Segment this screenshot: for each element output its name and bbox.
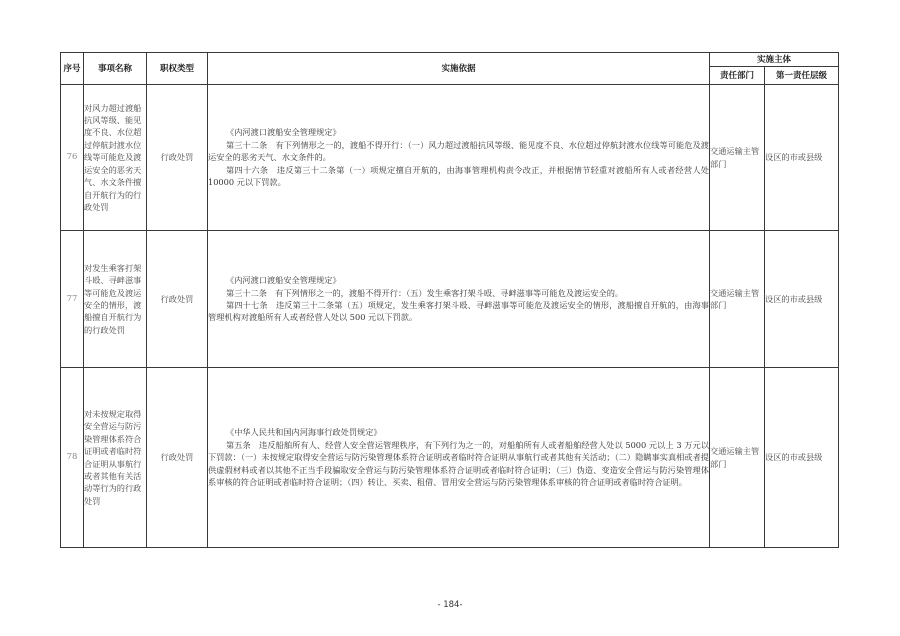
row-seq: 76	[61, 85, 84, 231]
table-row	[61, 368, 839, 548]
header-level: 第一责任层级	[765, 67, 839, 85]
row-basis	[208, 85, 710, 231]
row-level: 设区的市或县级	[765, 85, 839, 231]
row-dept: 交通运输主管部门	[710, 85, 765, 231]
basis-article: 第四十六条 违反第三十二条第（一）项规定擅自开航的，由海事管理机构责令改正，并根据情节轻重对渡船所有人或者经营人处 10000 元以下罚款。	[208, 164, 709, 188]
enforcement-items-table	[60, 52, 839, 548]
row-seq: 77	[61, 231, 84, 368]
row-level: 设区的市或县级	[765, 231, 839, 368]
basis-article: 第三十二条 有下列情形之一的，渡船不得开行：（一）风力超过渡船抗风等级、能见度不良、水位超过停航封渡水位线等可能危及渡运安全的恶劣天气、水文条件的。	[208, 139, 709, 163]
basis-article: 第五条 违反船舶所有人、经营人安全营运管理秩序，有下列行为之一的，对船舶所有人或者船舶经营人处以 5000 元以上 3 万元以下罚款：（一）未按规定取得安全营运与防污染管理体系符合证明或者临时符合证明从事航行或者其他有关活动；（二）隐瞒事实真相或者提供虚假材料或者以其他不正当手段骗取安全营运与防污染管理体系符合证明或者临时符合证明；（三）伪造、变造安全营运与防污染管理体系审核的符合证明或者临时符合证明；（四）转让、买卖、租借、冒用安全营运与防污染管理体系审核的符合证明或者临时符合证明。	[208, 439, 709, 488]
header-seq: 序号	[61, 53, 84, 85]
page-number: - 184-	[437, 600, 463, 610]
row-level: 设区的市或县级	[765, 368, 839, 548]
row-power-type: 行政处罚	[147, 231, 208, 368]
row-dept: 交通运输主管部门	[710, 368, 765, 548]
header-basis: 实施依据	[208, 53, 710, 85]
header-power-type: 职权类型	[147, 53, 208, 85]
row-basis	[208, 368, 710, 548]
row-power-type: 行政处罚	[147, 368, 208, 548]
row-power-type: 行政处罚	[147, 85, 208, 231]
row-item-name: 对风力超过渡船抗风等级、能见度不良、水位超过停航封渡水位线等可能危及渡运安全的恶劣天气、水文条件擅自开航行为的行政处罚	[84, 85, 147, 231]
header-subject: 实施主体	[710, 53, 839, 67]
row-seq: 78	[61, 368, 84, 548]
header-dept: 责任部门	[710, 67, 765, 85]
table-row	[61, 85, 839, 231]
basis-article: 第三十二条 有下列情形之一的，渡船不得开行：（五）发生乘客打架斗殴、寻衅滋事等可能危及渡运安全的。	[226, 287, 624, 298]
row-basis	[208, 231, 710, 368]
basis-title: 《内河渡口渡船安全管理规定》	[226, 275, 341, 286]
header-item-name: 事项名称	[84, 53, 147, 85]
row-item-name: 对未按规定取得安全营运与防污染管理体系符合证明或者临时符合证明从事航行或者其他有关活动等行为的行政处罚	[84, 368, 147, 548]
basis-title: 《内河渡口渡船安全管理规定》	[226, 127, 341, 138]
basis-title: 《中华人民共和国内河海事行政处罚规定》	[226, 427, 382, 438]
basis-article: 第四十七条 违反第三十二条第（五）项规定，发生乘客打架斗殴、寻衅滋事等可能危及渡运安全的情形，渡船擅自开航的，由海事管理机构对渡船所有人或者经营人处以 500 元以下罚款。	[208, 300, 709, 323]
row-dept: 交通运输主管部门	[710, 231, 765, 368]
row-item-name: 对发生乘客打架斗殴、寻衅滋事等可能危及渡运安全的情形，渡船擅自开航行为的行政处罚	[84, 231, 147, 368]
table-row	[61, 231, 839, 368]
